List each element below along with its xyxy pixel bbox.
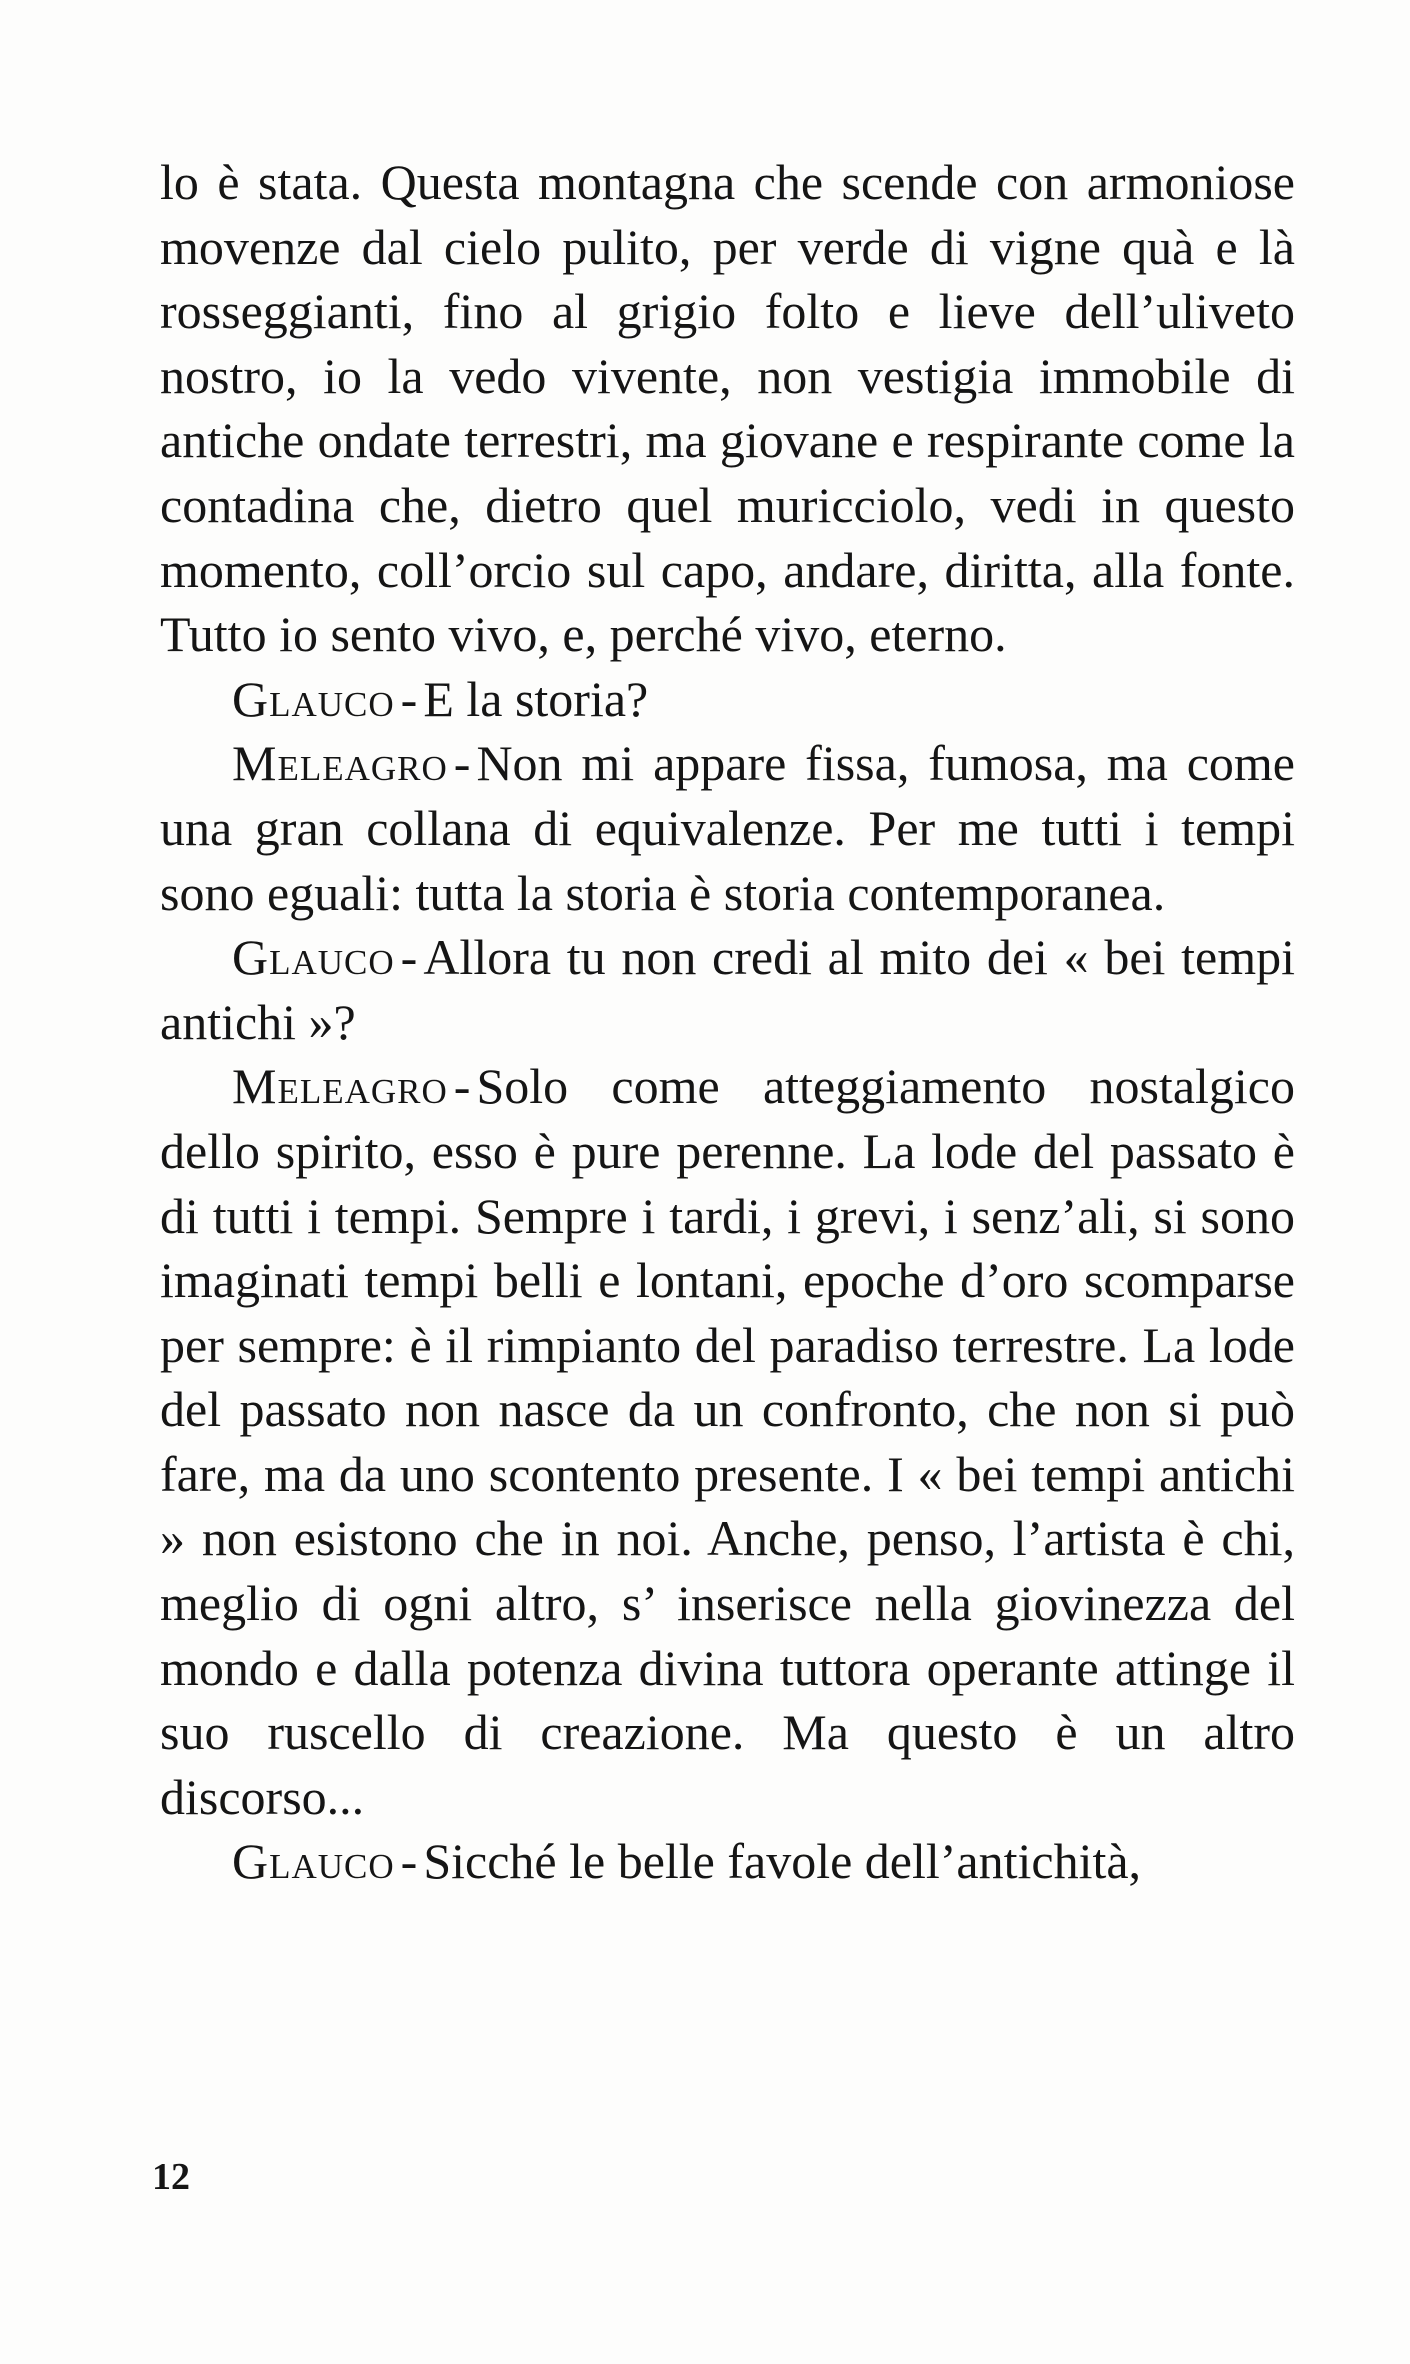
page-body: [160, 150, 1295, 1894]
speaker-dash: -: [400, 670, 418, 727]
speaker-name: Glauco: [232, 929, 395, 986]
paragraph-text: lo è stata. Questa montagna che scende con armoniose movenze dal cielo pulito, per verde di vigne quà e là rosseggianti, fino al grigio folto e lieve dell’uliveto nostro, io la vedo vivente, non vestigia immobile di antiche ondate terrestri, ma giovane e respirante come la contadina che, dietro quel muricciolo, vedi in questo momento, coll’orcio sul capo, andare, diritta, alla fonte. Tutto io sento vivo, e, perché vivo, eterno.: [160, 154, 1295, 663]
dialogue-line-glauco: [160, 1829, 1295, 1894]
paragraph-continuation: [160, 150, 1295, 667]
speaker-dash: -: [453, 1058, 471, 1115]
page-number: 12: [152, 2156, 190, 2198]
dialogue-text: Non mi appare fissa, fumosa, ma come una gran collana di equivalenze. Per me tutti i tempi sono eguali: tutta la storia è storia contemporanea.: [160, 735, 1295, 921]
dialogue-line-meleagro: [160, 1054, 1295, 1829]
dialogue-text: Solo come atteggiamento nostalgico dello spirito, esso è pure perenne. La lode del passato è di tutti i tempi. Sempre i tardi, i grevi, i senz’ali, si sono imaginati tempi belli e lontani, epoche d’oro scomparse per sempre: è il rimpianto del paradiso terrestre. La lode del passato non nasce da un confronto, che non si può fare, ma da uno scontento presente. I « bei tempi antichi » non esistono che in noi. Anche, penso, l’artista è chi, meglio di ogni altro, s’ inserisce nella giovinezza del mondo e dalla potenza divina tuttora operante attinge il suo ruscello di creazione. Ma questo è un altro discorso...: [160, 1058, 1295, 1825]
speaker-name: Glauco: [232, 670, 395, 727]
dialogue-text: Sicché le belle favole dell’antichità,: [423, 1833, 1142, 1890]
speaker-name: Meleagro: [232, 735, 448, 792]
speaker-dash: -: [400, 929, 418, 986]
speaker-name: Meleagro: [232, 1058, 448, 1115]
dialogue-line-glauco: [160, 925, 1295, 1054]
speaker-name: Glauco: [232, 1833, 395, 1890]
dialogue-text: E la storia?: [423, 670, 649, 727]
speaker-dash: -: [400, 1833, 418, 1890]
dialogue-line-glauco: [160, 667, 1295, 732]
dialogue-line-meleagro: [160, 731, 1295, 925]
dialogue-text: Allora tu non credi al mito dei « bei tempi antichi »?: [160, 929, 1295, 1050]
speaker-dash: -: [453, 735, 471, 792]
